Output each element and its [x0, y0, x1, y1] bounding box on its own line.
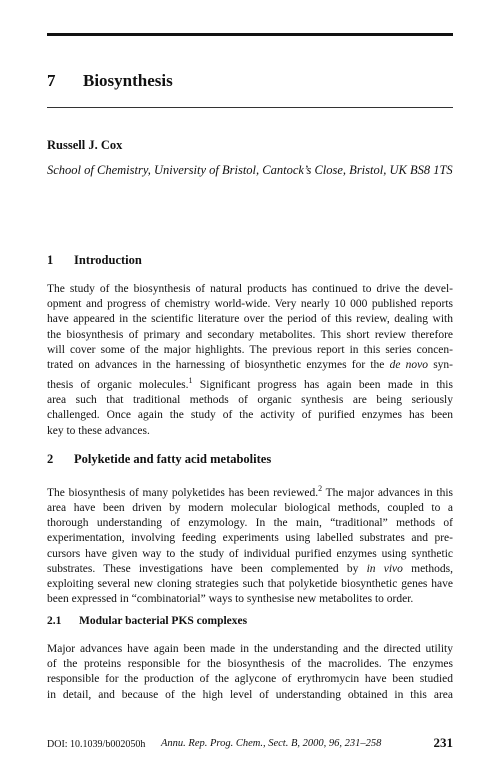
section-title: Introduction [74, 253, 142, 267]
subsection-heading-modular-pks [47, 615, 247, 627]
chapter-number: 7 [47, 71, 56, 90]
paragraph-introduction [47, 282, 453, 439]
text-line: Major advances have again been made in the understanding and the directed utility [47, 643, 453, 655]
text-line: cursors have given way to the study of individual purified enzymes using synthetic [47, 547, 453, 560]
text-line: will cover some of the major highlights. The previous report in this series concen- [47, 343, 453, 356]
section-number: 1 [47, 253, 54, 267]
text-line: challenged. Once again the study of the activity of purified enzymes has been [47, 409, 453, 422]
heading-rule [47, 107, 453, 108]
section-heading-introduction [47, 253, 142, 268]
section-number: 2 [47, 452, 54, 466]
page-footer [47, 737, 453, 753]
text-line: The study of the biosynthesis of natural products has continued to drive the devel- [47, 283, 453, 295]
subsection-title: Modular bacterial PKS complexes [79, 615, 248, 627]
text-line: key to these advances. [47, 424, 150, 437]
subsection-number: 2.1 [47, 615, 62, 627]
text-line: substrates. These investigations have been complemented by in vivo methods, [47, 562, 453, 575]
page-number: 231 [433, 735, 453, 750]
text-line: of the proteins responsible for the biosynthesis of the macrolides. The enzymes [47, 658, 453, 671]
journal-citation: Annu. Rep. Prog. Chem., Sect. B, 2000, 96, 231–258 [161, 738, 382, 749]
text-line: responsible for the production of the aglycone of erythromycin have been studied [47, 673, 453, 686]
paragraph-polyketide [47, 481, 453, 607]
top-rule [47, 33, 453, 36]
chapter-title: Biosynthesis [83, 71, 173, 90]
text-line: area such that traditional methods of organic synthesis are being seriously [47, 394, 453, 407]
text-line: trated on advances in the harnessing of biosynthetic enzymes for the de novo syn- [47, 359, 453, 372]
text-line: experimentation, involving feeding experiments using labelled substrates and pre- [47, 532, 453, 545]
chapter-heading [47, 71, 173, 91]
text-line: area have been driven by modern molecular biological methods, coupled to a [47, 502, 453, 515]
text-line: opment and progress of chemistry world-wide. Very nearly 10 000 published reports [47, 298, 453, 311]
author-affiliation: School of Chemistry, University of Bristol, Cantock’s Close, Bristol, UK BS8 1TS [47, 163, 453, 177]
text-line: The biosynthesis of many polyketides has been reviewed.$^2$ The major advances in this [47, 484, 454, 499]
doi-text: DOI: 10.1039/b002050h [47, 739, 146, 750]
section-title: Polyketide and fatty acid metabolites [74, 452, 272, 466]
paragraph-modular-pks [47, 642, 453, 703]
text-line: thorough understanding of enzymology. In the main, “traditional” methods of [47, 517, 453, 530]
text-line: been expressed in “combinatorial” ways to synthesise new metabolites to order. [47, 593, 414, 606]
text-line: have appeared in the scientific literature over the period of this review, dealing with [47, 313, 453, 326]
text-line: in detail, and because of the high level of understanding obtained in this area [47, 688, 453, 701]
text-line: the biosynthesis of primary and secondary metabolites. This short review therefore [47, 328, 453, 341]
text-line: exploiting several new cloning strategies such that polyketide biosynthetic genes have [47, 578, 453, 591]
author-name: Russell J. Cox [47, 138, 123, 152]
section-heading-polyketide [47, 452, 271, 467]
text-line: thesis of organic molecules.$^1$ Significant progress has again been made in this [47, 376, 453, 392]
